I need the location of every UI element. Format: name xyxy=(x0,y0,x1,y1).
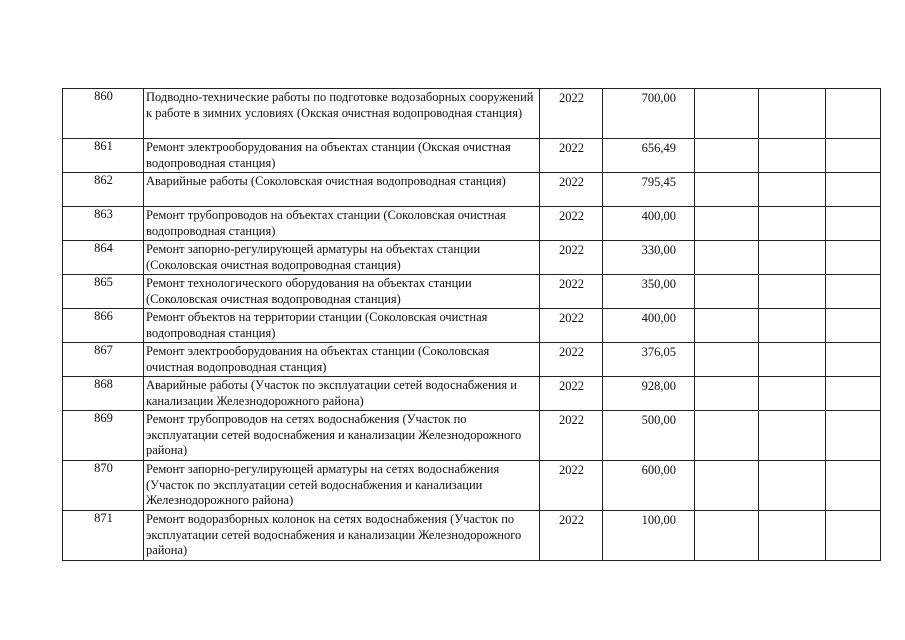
row-description: Аварийные работы (Участок по эксплуатации сетей водоснабжения и канализации Железнодорожного района) xyxy=(144,377,540,411)
row-empty-cell xyxy=(695,89,759,139)
row-empty-cell xyxy=(759,511,826,561)
row-empty-cell xyxy=(826,139,881,173)
table-row xyxy=(63,89,881,139)
row-amount: 700,00 xyxy=(603,89,695,139)
row-empty-cell xyxy=(826,411,881,461)
table-row xyxy=(63,511,881,561)
row-number: 869 xyxy=(63,411,144,461)
row-empty-cell xyxy=(695,275,759,309)
row-amount: 400,00 xyxy=(603,309,695,343)
row-empty-cell xyxy=(759,309,826,343)
row-empty-cell xyxy=(695,139,759,173)
row-number: 870 xyxy=(63,461,144,511)
row-empty-cell xyxy=(759,207,826,241)
row-amount: 928,00 xyxy=(603,377,695,411)
row-empty-cell xyxy=(695,411,759,461)
row-empty-cell xyxy=(759,411,826,461)
table-row xyxy=(63,207,881,241)
row-number: 868 xyxy=(63,377,144,411)
row-year: 2022 xyxy=(540,377,603,411)
row-year: 2022 xyxy=(540,241,603,275)
row-empty-cell xyxy=(695,377,759,411)
row-empty-cell xyxy=(759,241,826,275)
table-body xyxy=(63,89,881,561)
row-empty-cell xyxy=(759,461,826,511)
row-description: Подводно-технические работы по подготовке водозаборных сооружений к работе в зимних условиях (Окская очистная водопроводная станция) xyxy=(144,89,540,139)
row-number: 866 xyxy=(63,309,144,343)
row-number: 871 xyxy=(63,511,144,561)
row-number: 860 xyxy=(63,89,144,139)
row-number: 864 xyxy=(63,241,144,275)
row-empty-cell xyxy=(826,89,881,139)
row-description: Аварийные работы (Соколовская очистная водопроводная станция) xyxy=(144,173,540,207)
row-empty-cell xyxy=(826,275,881,309)
row-empty-cell xyxy=(826,207,881,241)
row-amount: 500,00 xyxy=(603,411,695,461)
row-empty-cell xyxy=(759,377,826,411)
row-amount: 376,05 xyxy=(603,343,695,377)
row-year: 2022 xyxy=(540,173,603,207)
row-description: Ремонт электрооборудования на объектах станции (Окская очистная водопроводная станция) xyxy=(144,139,540,173)
row-amount: 330,00 xyxy=(603,241,695,275)
table-row xyxy=(63,461,881,511)
row-empty-cell xyxy=(695,173,759,207)
row-amount: 100,00 xyxy=(603,511,695,561)
row-year: 2022 xyxy=(540,309,603,343)
row-amount: 656,49 xyxy=(603,139,695,173)
row-empty-cell xyxy=(759,173,826,207)
table-row xyxy=(63,377,881,411)
row-description: Ремонт трубопроводов на объектах станции (Соколовская очистная водопроводная станция) xyxy=(144,207,540,241)
table-row xyxy=(63,173,881,207)
row-empty-cell xyxy=(759,275,826,309)
table-row xyxy=(63,411,881,461)
row-description: Ремонт запорно-регулирующей арматуры на объектах станции (Соколовская очистная водопроводная станция) xyxy=(144,241,540,275)
row-year: 2022 xyxy=(540,89,603,139)
row-number: 863 xyxy=(63,207,144,241)
row-empty-cell xyxy=(759,139,826,173)
row-year: 2022 xyxy=(540,275,603,309)
row-description: Ремонт технологического оборудования на объектах станции (Соколовская очистная водопроводная станция) xyxy=(144,275,540,309)
row-year: 2022 xyxy=(540,461,603,511)
row-year: 2022 xyxy=(540,207,603,241)
row-empty-cell xyxy=(826,377,881,411)
row-empty-cell xyxy=(695,511,759,561)
row-year: 2022 xyxy=(540,343,603,377)
row-empty-cell xyxy=(695,241,759,275)
row-empty-cell xyxy=(695,207,759,241)
row-empty-cell xyxy=(826,343,881,377)
table-row xyxy=(63,343,881,377)
table-row xyxy=(63,241,881,275)
row-empty-cell xyxy=(759,89,826,139)
table-row xyxy=(63,139,881,173)
row-description: Ремонт объектов на территории станции (Соколовская очистная водопроводная станция) xyxy=(144,309,540,343)
row-year: 2022 xyxy=(540,411,603,461)
row-empty-cell xyxy=(695,309,759,343)
row-year: 2022 xyxy=(540,511,603,561)
row-description: Ремонт запорно-регулирующей арматуры на сетях водоснабжения (Участок по эксплуатации сетей водоснабжения и канализации Железнодорожного района) xyxy=(144,461,540,511)
table-row xyxy=(63,275,881,309)
row-amount: 600,00 xyxy=(603,461,695,511)
row-empty-cell xyxy=(826,309,881,343)
row-description: Ремонт водоразборных колонок на сетях водоснабжения (Участок по эксплуатации сетей водоснабжения и канализации Железнодорожного района) xyxy=(144,511,540,561)
row-number: 867 xyxy=(63,343,144,377)
row-number: 861 xyxy=(63,139,144,173)
row-empty-cell xyxy=(695,343,759,377)
row-empty-cell xyxy=(826,461,881,511)
row-year: 2022 xyxy=(540,139,603,173)
row-empty-cell xyxy=(759,343,826,377)
row-empty-cell xyxy=(826,173,881,207)
row-amount: 400,00 xyxy=(603,207,695,241)
row-empty-cell xyxy=(695,461,759,511)
row-amount: 795,45 xyxy=(603,173,695,207)
row-empty-cell xyxy=(826,511,881,561)
row-description: Ремонт трубопроводов на сетях водоснабжения (Участок по эксплуатации сетей водоснабжения и канализации Железнодорожного района) xyxy=(144,411,540,461)
row-number: 865 xyxy=(63,275,144,309)
works-table xyxy=(62,88,881,561)
table-row xyxy=(63,309,881,343)
row-number: 862 xyxy=(63,173,144,207)
row-amount: 350,00 xyxy=(603,275,695,309)
row-empty-cell xyxy=(826,241,881,275)
row-description: Ремонт электрооборудования на объектах станции (Соколовская очистная водопроводная станция) xyxy=(144,343,540,377)
